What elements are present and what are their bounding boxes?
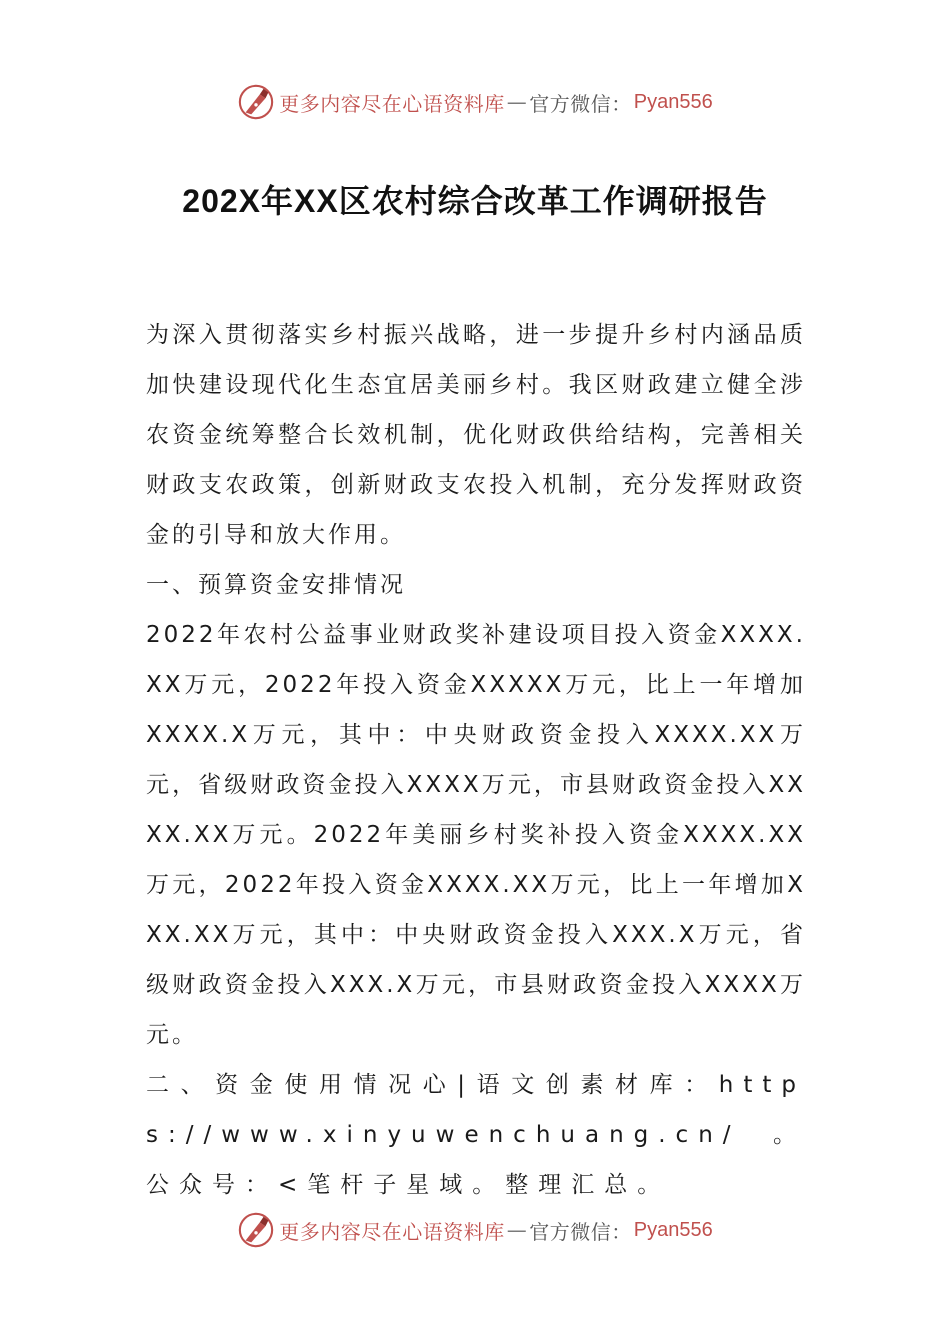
document-body bbox=[146, 310, 806, 1210]
banner-wechat-handle: Pyan556 bbox=[633, 1218, 713, 1241]
banner-slogan: 更多内容尽在心语资料库 bbox=[279, 1219, 505, 1244]
budget-paragraph: 2022年农村公益事业财政奖补建设项目投入资金XXXX.XX万元，2022年投入资金XXXXX万元，比上一年增加XXXX.X万元，其中：中央财政资金投入XXXX.XX万元，省级财政资金投入XXXX万元，市县财政资金投入XXXX.XX万元。2022年美丽乡村奖补投入资金XXXX.XX万元，2022年投入资金XXXX.XX万元，比上一年增加XXX.XX万元，其中：中央财政资金投入XXX.X万元，省级财政资金投入XXX.X万元，市县财政资金投入XXXX万元。 bbox=[146, 622, 806, 1048]
pen-nib-logo-icon bbox=[237, 1211, 275, 1249]
pen-nib-logo-icon bbox=[237, 83, 275, 121]
banner-separator: — bbox=[506, 90, 528, 114]
banner-separator: — bbox=[506, 1218, 528, 1242]
banner-wechat-handle: Pyan556 bbox=[633, 90, 713, 113]
intro-paragraph: 为深入贯彻落实乡村振兴战略，进一步提升乡村内涵品质加快建设现代化生态宜居美丽乡村。我区财政建立健全涉农资金统筹整合长效机制，优化财政供给结构，完善相关财政支农政策，创新财政支农投入机制，充分发挥财政资金的引导和放大作用。 bbox=[146, 322, 806, 548]
banner-wechat-label: 官方微信： bbox=[529, 91, 632, 116]
document-title: 202X年XX区农村综合改革工作调研报告 bbox=[182, 183, 768, 219]
section-heading-2: 二、资金使用情况心|语文创素材库：https://www.xinyuwenchuang.cn/。公众号：<笔杆子星域。整理汇总。 bbox=[146, 1072, 806, 1198]
banner-slogan: 更多内容尽在心语资料库 bbox=[279, 91, 505, 116]
footer-watermark-banner bbox=[0, 1208, 950, 1252]
banner-wechat-label: 官方微信： bbox=[529, 1219, 632, 1244]
section-heading-1: 一、预算资金安排情况 bbox=[146, 572, 406, 598]
header-watermark-banner bbox=[0, 80, 950, 124]
